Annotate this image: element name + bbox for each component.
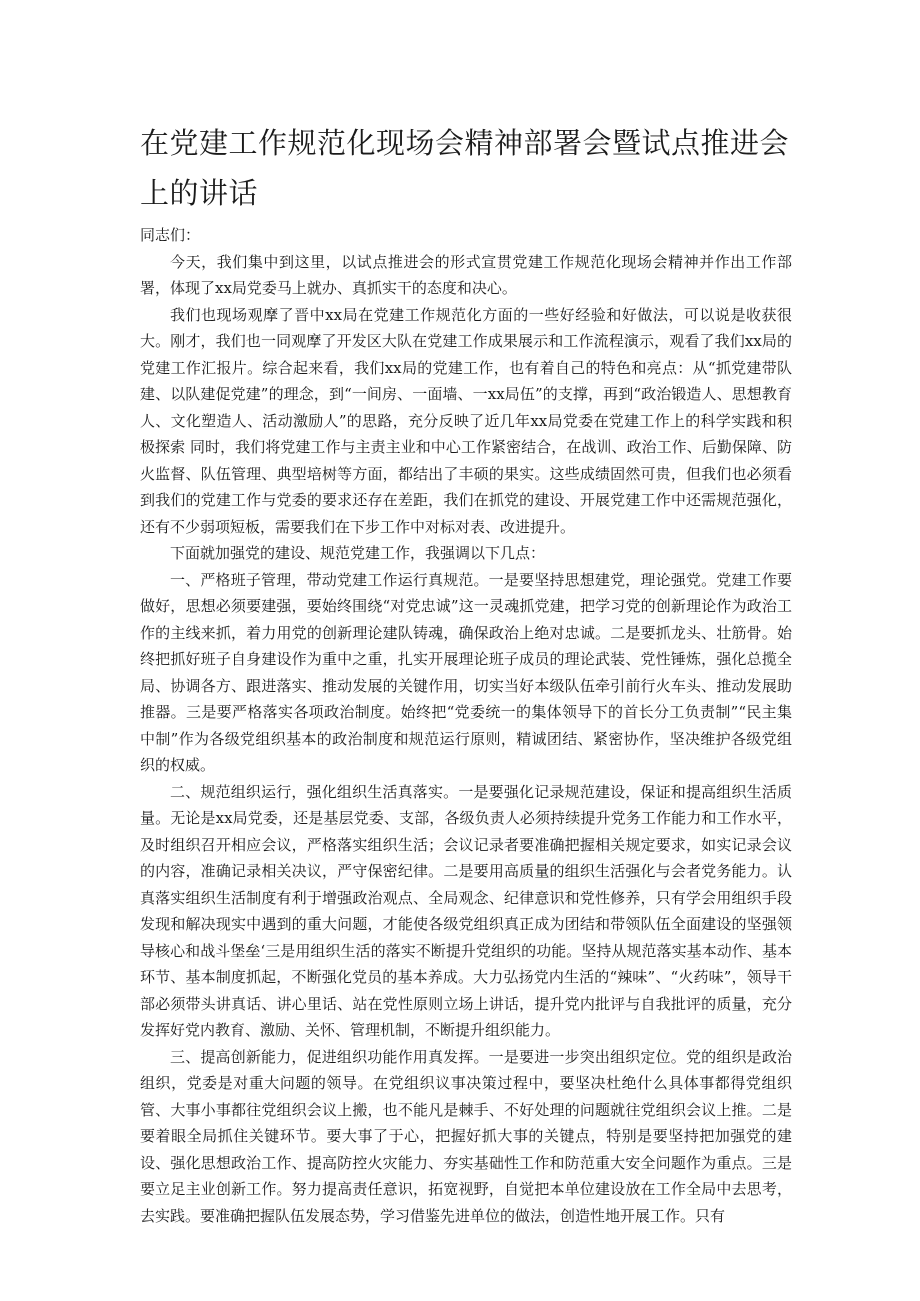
paragraph-transition: 下面就加强党的建设、规范党建工作，我强调以下几点： [170,544,546,562]
paragraph-point-two: 二、规范组织运行，强化组织生活真落实。一是要强化记录规范建设，保证和提高组织生活质量。无论是xx局党委，还是基层党委、支部，各级负责人必须持续提升党务工作能力和工作水平，及时组织召开相应会议，严格落实组织生活；会议记录者要准确把握相关规定要求，如实记录会议的内容，准确记录相关决议，严守保密纪律。二是要用高质量的组织生活强化与会者党务能力。认真落实组织生活制度有利于增强政治观点、全局观念、纪律意识和党性修养，只有学会用组织手段发现和解决现实中遇到的重大问题，才能使各级党组织真正成为团结和带领队伍全面建设的坚强领导核心和战斗堡垒‘三是用组织生活的落实不断提升党组织的功能。坚持从规范落实基本动作、基本环节、基本制度抓起，不断强化党员的基本养成。大力弘扬党内生活的“辣味”、“火药味”，领导干部必须带头讲真话、讲心里话、站在党性原则立场上讲话，提升党内批评与自我批评的质量，充分发挥好党内教育、激励、关怀、管理机制，不断提升组织能力。 [140,782,792,1039]
paragraph-observation: 我们也现场观摩了晋中xx局在党建工作规范化方面的一些好经验和好做法，可以说是收获很大。刚才，我们也一同观摩了开发区大队在党建工作成果展示和工作流程演示，观看了我们xx局的党建工作汇报片。综合起来看，我们xx局的党建工作，也有着自己的特色和亮点：从“抓党建带队建、以队建促党建”的理念，到“一间房、一面墙、一xx局伍”的支撑，再到“政治锻造人、思想教育人、文化塑造人、活动激励人”的思路，充分反映了近几年xx局党委在党建工作上的科学实践和积极探索 同时，我们将党建工作与主责主业和中心工作紧密结合，在战训、政治工作、后勤保障、防火监督、队伍管理、典型培树等方面，都结出了丰硕的果实。这些成绩固然可贵，但我们也必须看到我们的党建工作与党委的要求还存在差距，我们在抓党的建设、开展党建工作中还需规范强化，还有不少弱项短板，需要我们在下步工作中对标对表、改进提升。 [140,305,792,536]
paragraph-point-one: 一、严格班子管理，带动党建工作运行真规范。一是要坚持思想建党，理论强党。党建工作要做好，思想必须要建强，要始终围绕“对党忠诚”这一灵魂抓党建，把学习党的创新理论作为政治工作的主线来抓，着力用党的创新理论建队铸魂，确保政治上绝对忠诚。二是要抓龙头、壮筋骨。始终把抓好班子自身建设作为重中之重，扎实开展理论班子成员的理论武装、党性锤炼，强化总揽全局、协调各方、跟进落实、推动发展的关键作用，切实当好本级队伍牵引前行火车头、推动发展助推器。三是要严格落实各项政治制度。始终把“党委统一的集体领导下的首长分工负责制”“民主集中制”作为各级党组织基本的政治制度和规范运行原则，精诚团结、紧密协作，坚决维护各级党组织的权威。 [140,570,792,774]
paragraph-point-three: 三、提高创新能力，促进组织功能作用真发挥。一是要进一步突出组织定位。党的组织是政治组织，党委是对重大问题的领导。在党组织议事决策过程中，要坚决杜绝什么具体事都得党组织管、大事小事都往党组织会议上搬，也不能凡是棘手、不好处理的问题就往党组织会议上推。二是要着眼全局抓住关键环节。要大事了于心，把握好抓大事的关键点，特别是要坚持把加强党的建设、强化思想政治工作、提高防控火灾能力、夯实基础性工作和防范重大安全问题作为重点。三是要立足主业创新工作。努力提高责任意识，拓宽视野，自觉把本单位建设放在工作全局中去思考，去实践。要准确把握队伍发展态势，学习借鉴先进单位的做法，创造性地开展工作。只有 [140,1047,792,1225]
document-page [140,118,792,1229]
document-title: 在党建工作规范化现场会精神部署会暨试点推进会上的讲话 [140,126,790,210]
paragraph-opening: 今天，我们集中到这里，以试点推进会的形式宣贯党建工作规范化现场会精神并作出工作部署，体现了xx局党委马上就办、真抓实干的态度和决心。 [140,252,792,297]
salutation: 同志们： [140,226,201,244]
